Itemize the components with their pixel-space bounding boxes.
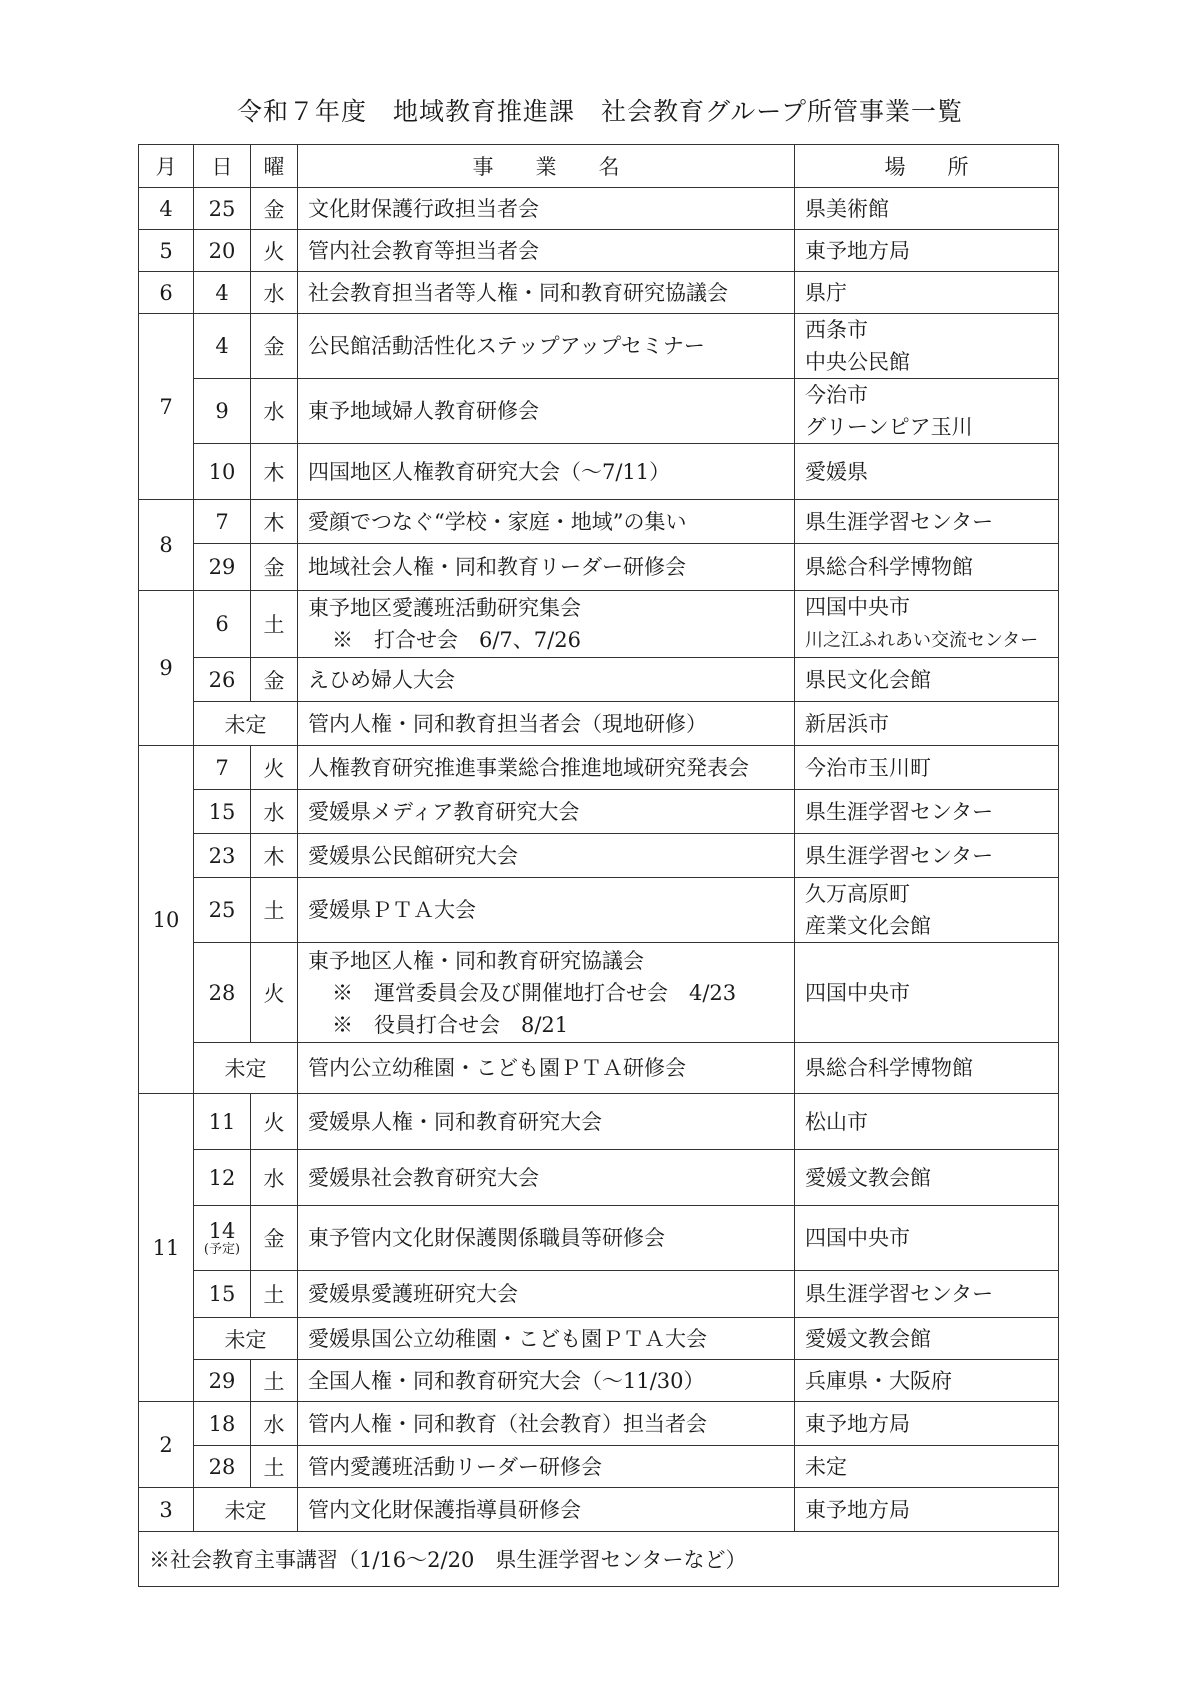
month-cell: 9 (139, 591, 194, 746)
table-row (139, 1318, 1059, 1360)
day-cell: 28 (194, 943, 251, 1043)
table-row (139, 1271, 1059, 1318)
day-value: 14 (208, 1219, 236, 1243)
event-cell: 管内公立幼稚園・こども園ＰＴＡ研修会 (298, 1043, 795, 1094)
day-cell: 26 (194, 658, 251, 702)
day-cell: 25 (194, 878, 251, 943)
month-cell: 6 (139, 272, 194, 314)
table-row (139, 746, 1059, 790)
event-cell: 文化財保護行政担当者会 (298, 188, 795, 230)
event-cell: 東予地域婦人教育研修会 (298, 379, 795, 444)
day-cell: 12 (194, 1150, 251, 1206)
weekday-cell: 水 (251, 1150, 298, 1206)
place-cell: 県生涯学習センター (795, 1271, 1059, 1318)
weekday-cell: 水 (251, 790, 298, 834)
day-cell: 15 (194, 1271, 251, 1318)
event-cell: 愛媛県社会教育研究大会 (298, 1150, 795, 1206)
place-cell: 未定 (795, 1446, 1059, 1488)
page-title: 令和７年度 地域教育推進課 社会教育グループ所管事業一覧 (236, 97, 963, 126)
event-cell: えひめ婦人大会 (298, 658, 795, 702)
place-cell (795, 314, 1059, 379)
place-cell: 県民文化会館 (795, 658, 1059, 702)
event-cell: 愛媛県公民館研究大会 (298, 834, 795, 878)
month-cell: 3 (139, 1488, 194, 1532)
place-line: 産業文化会館 (805, 914, 931, 938)
event-cell (298, 591, 795, 658)
month-cell: 2 (139, 1402, 194, 1488)
header-row (139, 145, 1059, 188)
weekday-cell: 土 (251, 1271, 298, 1318)
day-cell: 11 (194, 1094, 251, 1150)
weekday-cell: 火 (251, 746, 298, 790)
day-cell: 25 (194, 188, 251, 230)
event-cell: 愛顔でつなぐ“学校・家庭・地域”の集い (298, 500, 795, 544)
table-row (139, 1206, 1059, 1271)
day-cell: 18 (194, 1402, 251, 1446)
table-row (139, 1488, 1059, 1532)
footnote: ※社会教育主事講習（1/16～2/20 県生涯学習センターなど） (139, 1532, 1059, 1587)
day-cell: 4 (194, 272, 251, 314)
table-row (139, 1446, 1059, 1488)
day-cell: 15 (194, 790, 251, 834)
place-cell: 愛媛県 (795, 444, 1059, 500)
table-row (139, 1043, 1059, 1094)
event-cell: 東予管内文化財保護関係職員等研修会 (298, 1206, 795, 1271)
event-cell: 愛媛県ＰＴＡ大会 (298, 878, 795, 943)
event-cell: 人権教育研究推進事業総合推進地域研究発表会 (298, 746, 795, 790)
place-cell: 県生涯学習センター (795, 500, 1059, 544)
day-cell (194, 1206, 251, 1271)
event-cell: 四国地区人権教育研究大会（～7/11） (298, 444, 795, 500)
table-row (139, 379, 1059, 444)
place-cell (795, 878, 1059, 943)
day-cell: 28 (194, 1446, 251, 1488)
weekday-cell: 木 (251, 500, 298, 544)
day-cell: 20 (194, 230, 251, 272)
weekday-cell: 土 (251, 1446, 298, 1488)
place-cell: 今治市玉川町 (795, 746, 1059, 790)
day-cell: 未定 (194, 1488, 298, 1532)
place-cell: 松山市 (795, 1094, 1059, 1150)
place-cell: 愛媛文教会館 (795, 1150, 1059, 1206)
event-cell: 公民館活動活性化ステップアップセミナー (298, 314, 795, 379)
weekday-cell: 木 (251, 444, 298, 500)
event-cell: 愛媛県国公立幼稚園・こども園ＰＴＡ大会 (298, 1318, 795, 1360)
place-line: 今治市 (805, 383, 868, 407)
place-cell: 県庁 (795, 272, 1059, 314)
schedule-table (138, 144, 1059, 1587)
table-row (139, 1402, 1059, 1446)
event-cell: 管内人権・同和教育（社会教育）担当者会 (298, 1402, 795, 1446)
weekday-cell: 火 (251, 1094, 298, 1150)
table-row (139, 1094, 1059, 1150)
place-line: 西条市 (805, 318, 868, 342)
event-cell: 社会教育担当者等人権・同和教育研究協議会 (298, 272, 795, 314)
weekday-cell: 金 (251, 1206, 298, 1271)
place-cell: 県生涯学習センター (795, 834, 1059, 878)
place-cell: 愛媛文教会館 (795, 1318, 1059, 1360)
event-note: ※ 役員打合せ会 8/21 (332, 1012, 569, 1037)
table-row (139, 230, 1059, 272)
event-line: 東予地区人権・同和教育研究協議会 (308, 948, 644, 973)
place-cell: 県美術館 (795, 188, 1059, 230)
event-cell: 愛媛県愛護班研究大会 (298, 1271, 795, 1318)
footnote-row (139, 1532, 1059, 1587)
header-day: 日 (194, 145, 251, 188)
place-cell: 新居浜市 (795, 702, 1059, 746)
weekday-cell: 木 (251, 834, 298, 878)
table-row (139, 314, 1059, 379)
day-cell: 6 (194, 591, 251, 658)
weekday-cell: 土 (251, 1360, 298, 1402)
table-row (139, 188, 1059, 230)
place-cell: 兵庫県・大阪府 (795, 1360, 1059, 1402)
weekday-cell: 水 (251, 272, 298, 314)
table-row (139, 658, 1059, 702)
month-cell: 7 (139, 314, 194, 500)
table-row (139, 790, 1059, 834)
header-place: 場 所 (795, 145, 1059, 188)
place-cell: 県総合科学博物館 (795, 1043, 1059, 1094)
day-cell: 9 (194, 379, 251, 444)
day-cell: 7 (194, 500, 251, 544)
event-cell: 管内文化財保護指導員研修会 (298, 1488, 795, 1532)
weekday-cell: 火 (251, 230, 298, 272)
weekday-cell: 土 (251, 878, 298, 943)
day-cell: 29 (194, 544, 251, 591)
day-cell: 23 (194, 834, 251, 878)
place-cell (795, 591, 1059, 658)
month-cell: 4 (139, 188, 194, 230)
place-cell: 四国中央市 (795, 943, 1059, 1043)
weekday-cell: 金 (251, 188, 298, 230)
place-cell: 東予地方局 (795, 1402, 1059, 1446)
event-cell: 管内愛護班活動リーダー研修会 (298, 1446, 795, 1488)
place-cell: 県生涯学習センター (795, 790, 1059, 834)
table-row (139, 500, 1059, 544)
place-line: グリーンピア玉川 (805, 415, 973, 439)
weekday-cell: 水 (251, 1402, 298, 1446)
table-row (139, 834, 1059, 878)
event-cell: 管内社会教育等担当者会 (298, 230, 795, 272)
table-row (139, 702, 1059, 746)
table-row (139, 444, 1059, 500)
place-cell: 東予地方局 (795, 230, 1059, 272)
place-line: 久万高原町 (805, 882, 910, 906)
event-cell: 全国人権・同和教育研究大会（～11/30） (298, 1360, 795, 1402)
day-note: (予定) (203, 1242, 241, 1257)
event-cell: 愛媛県メディア教育研究大会 (298, 790, 795, 834)
weekday-cell: 土 (251, 591, 298, 658)
place-cell: 四国中央市 (795, 1206, 1059, 1271)
header-weekday: 曜 (251, 145, 298, 188)
place-line: 川之江ふれあい交流センター (805, 630, 1039, 651)
month-cell: 11 (139, 1094, 194, 1402)
event-line: 東予地区愛護班活動研究集会 (308, 596, 581, 620)
month-cell: 5 (139, 230, 194, 272)
event-note: ※ 打合せ会 6/7、7/26 (332, 628, 581, 652)
day-cell: 未定 (194, 1318, 298, 1360)
header-event: 事 業 名 (298, 145, 795, 188)
place-cell: 県総合科学博物館 (795, 544, 1059, 591)
day-cell: 29 (194, 1360, 251, 1402)
table-row (139, 544, 1059, 591)
weekday-cell: 火 (251, 943, 298, 1043)
event-cell (298, 943, 795, 1043)
weekday-cell: 金 (251, 314, 298, 379)
place-cell (795, 379, 1059, 444)
day-cell: 未定 (194, 702, 298, 746)
table-row (139, 591, 1059, 658)
day-cell: 7 (194, 746, 251, 790)
place-cell: 東予地方局 (795, 1488, 1059, 1532)
month-cell: 10 (139, 746, 194, 1094)
event-note: ※ 運営委員会及び開催地打合せ会 4/23 (332, 980, 737, 1005)
table-row (139, 878, 1059, 943)
event-cell: 管内人権・同和教育担当者会（現地研修） (298, 702, 795, 746)
day-cell: 未定 (194, 1043, 298, 1094)
event-cell: 地域社会人権・同和教育リーダー研修会 (298, 544, 795, 591)
day-cell: 10 (194, 444, 251, 500)
day-cell: 4 (194, 314, 251, 379)
weekday-cell: 水 (251, 379, 298, 444)
table-row (139, 1150, 1059, 1206)
place-line: 四国中央市 (805, 595, 910, 619)
table-row (139, 943, 1059, 1043)
place-line: 中央公民館 (805, 350, 910, 374)
weekday-cell: 金 (251, 658, 298, 702)
event-cell: 愛媛県人権・同和教育研究大会 (298, 1094, 795, 1150)
table-row (139, 1360, 1059, 1402)
weekday-cell: 金 (251, 544, 298, 591)
table-row (139, 272, 1059, 314)
header-month: 月 (139, 145, 194, 188)
month-cell: 8 (139, 500, 194, 591)
